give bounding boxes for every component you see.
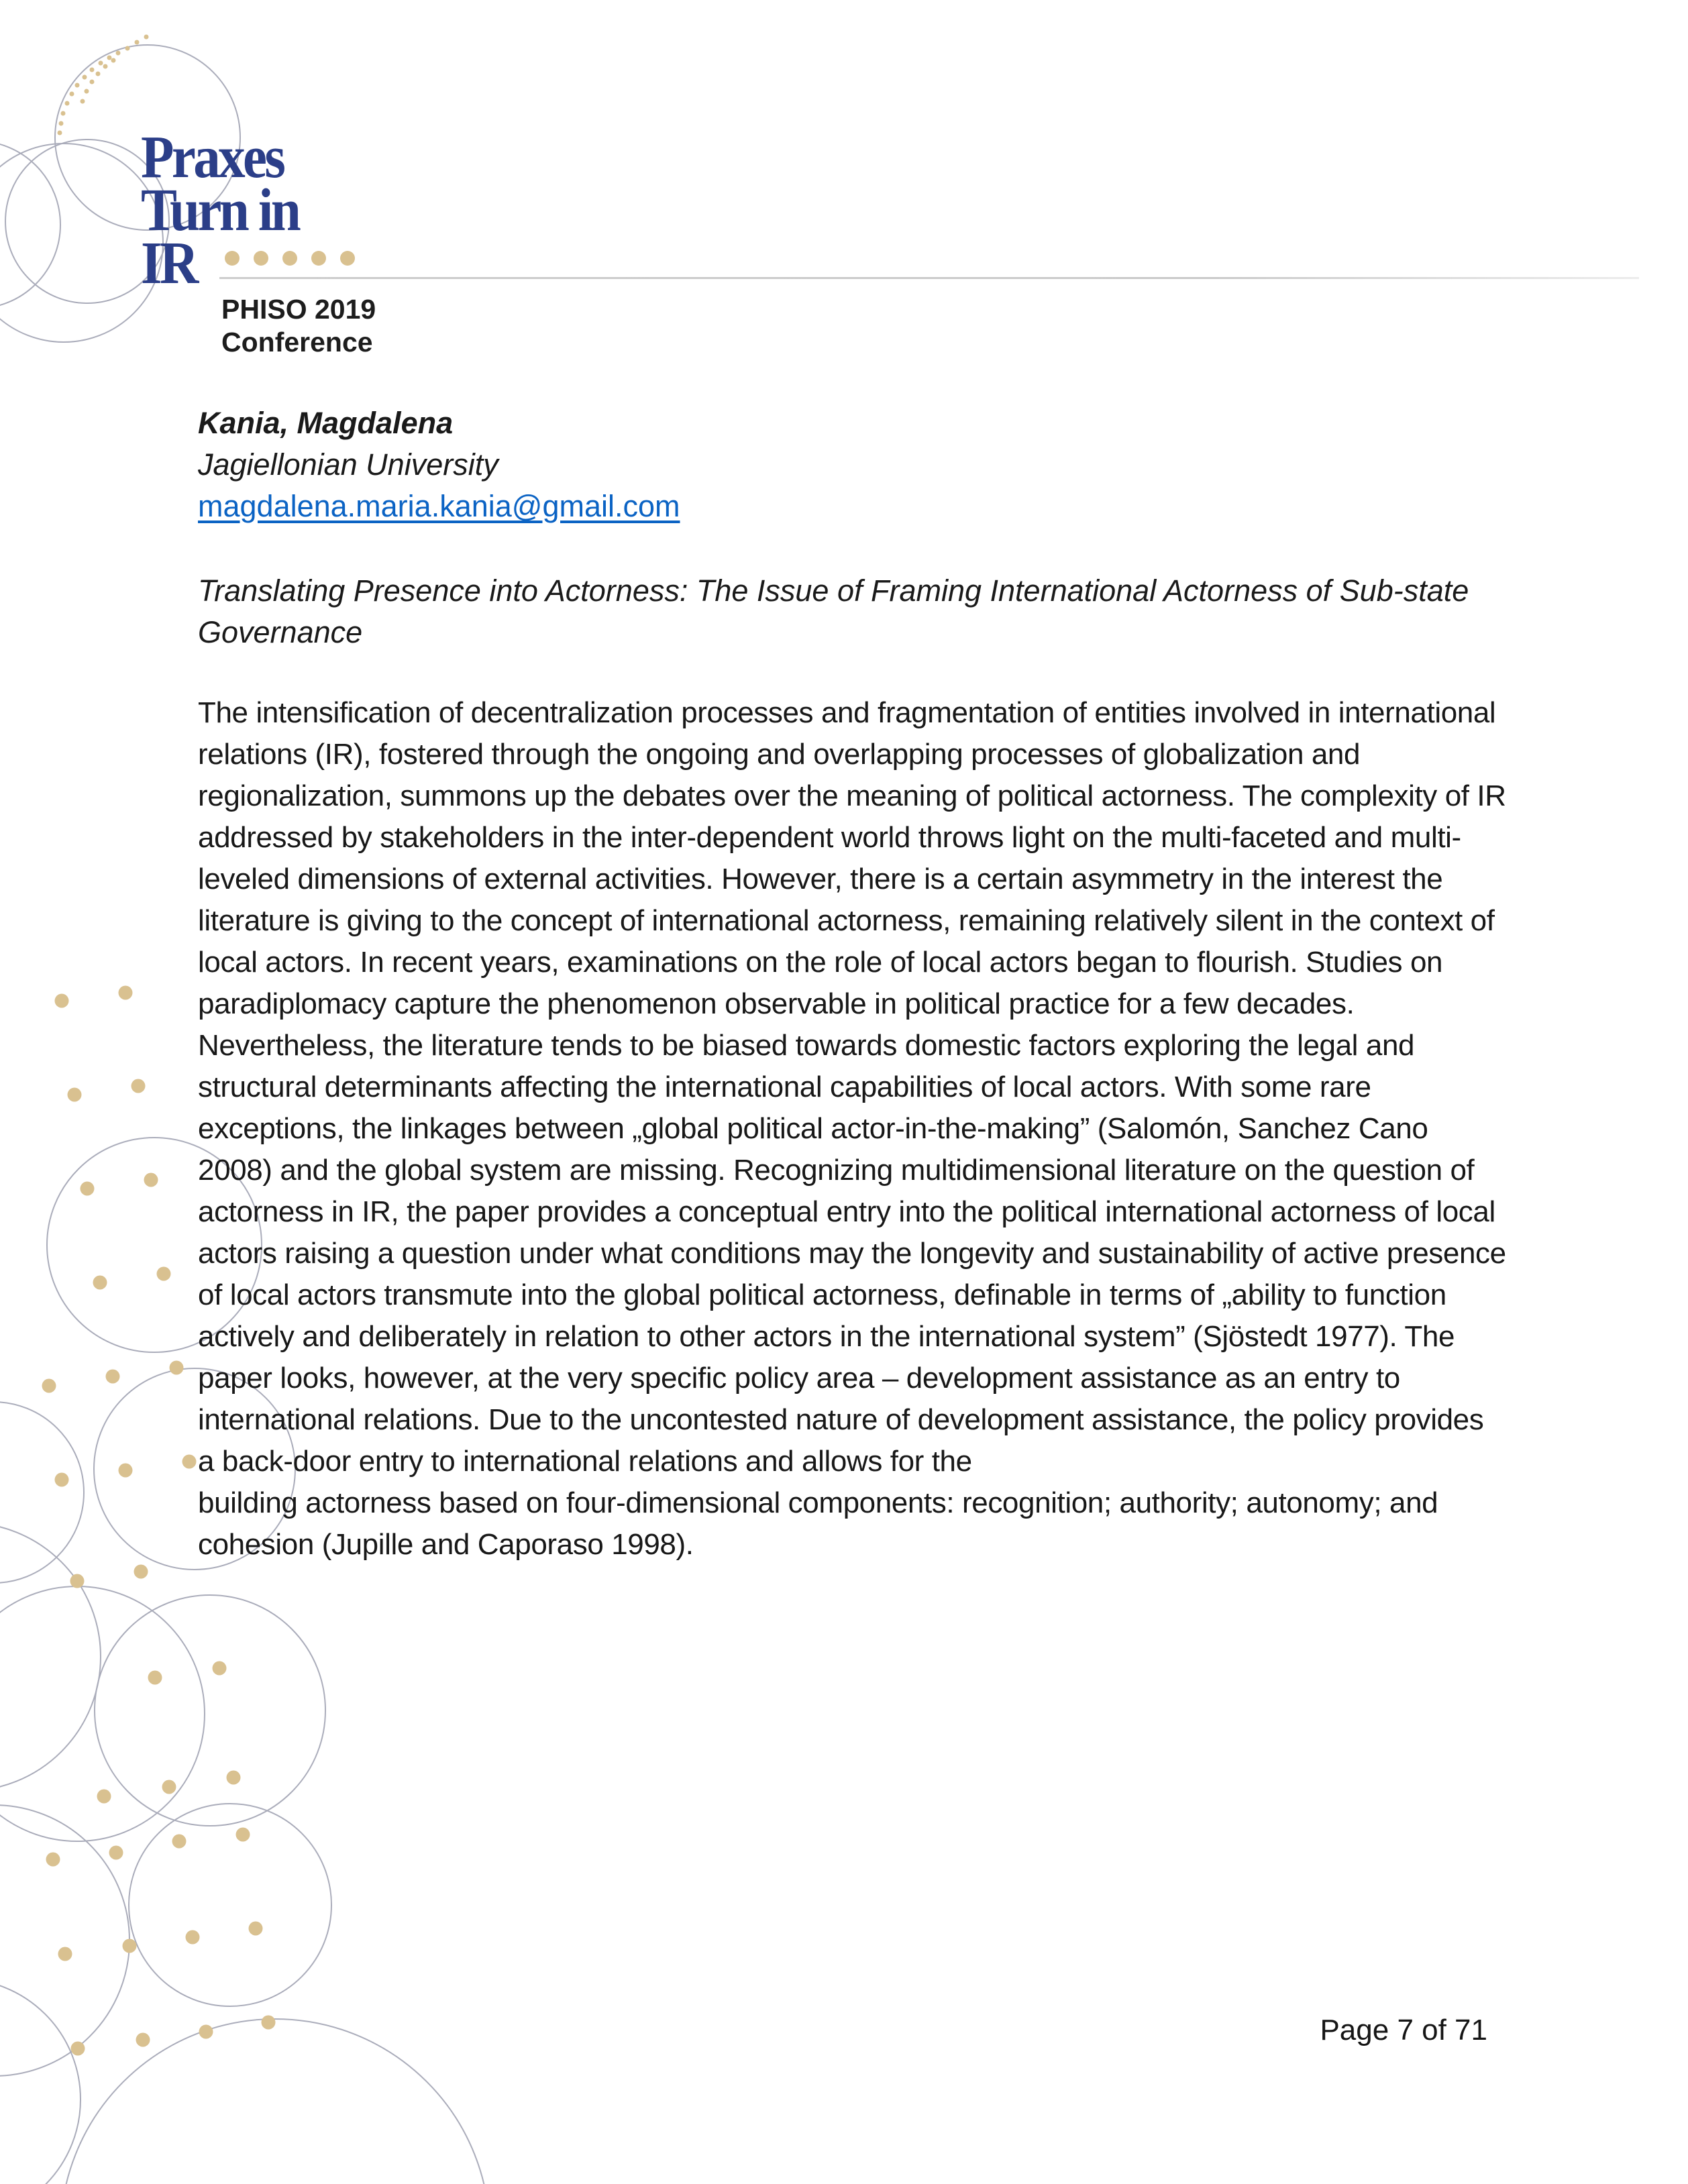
page-number: Page 7 of 71 xyxy=(1320,2014,1487,2046)
abstract-title xyxy=(198,570,1526,653)
logo-dot-icon xyxy=(225,251,240,266)
abstract-title-line1: Translating Presence into Actorness: The Issue of Framing International Actorness of Sub-state xyxy=(198,574,1469,608)
abstract-body xyxy=(198,692,1506,1566)
logo-wordmark xyxy=(141,124,299,296)
conference-name-line2: Conference xyxy=(221,327,373,358)
logo-dot-icon xyxy=(340,251,355,266)
author-affiliation: Jagiellonian University xyxy=(198,447,498,482)
logo-dot-icon xyxy=(254,251,268,266)
header-rule xyxy=(219,277,1639,279)
logo-dot-icon xyxy=(282,251,297,266)
conference-name xyxy=(221,293,376,359)
logo-line-2: Turn in xyxy=(141,177,299,243)
logo-line-1: Praxes xyxy=(141,124,284,190)
author-email-link[interactable]: magdalena.maria.kania@gmail.com xyxy=(198,489,680,523)
abstract-paragraph-1: The intensification of decentralization processes and fragmentation of entities involved in international relations (IR), fostered through the ongoing and overlapping processes of globalization and regionalization, summons up the debates over the meaning of political actorness. The complexity of IR addressed by stakeholders in the inter-dependent world throws light on the multi-faceted and multi-leveled dimensions of external activities. However, there is a certain asymmetry in the interest the literature is giving to the concept of international actorness, remaining relatively silent in the context of local actors. In recent years, examinations on the role of local actors began to flourish. Studies on paradiplomacy capture the phenomenon observable in political practice for a few decades. Nevertheless, the literature tends to be biased towards domestic factors exploring the legal and structural determinants affecting the international capabilities of local actors. With some rare exceptions, the linkages between „global political actor-in-the-making” (Salomón, Sanchez Cano 2008) and the global system are missing. Recognizing multidimensional literature on the question of actorness in IR, the paper provides a conceptual entry into the political international actorness of local actors raising a question under what conditions may the longevity and sustainability of active presence of local actors transmute into the global political actorness, definable in terms of „ability to function actively and deliberately in relation to other actors in the international system” (Sjöstedt 1977). The paper looks, however, at the very specific policy area – development assistance as an entry to international relations. Due to the uncontested nature of development assistance, the policy provides a back-door entry to international relations and allows for the xyxy=(198,696,1506,1478)
author-name: Kania, Magdalena xyxy=(198,406,454,440)
author-block xyxy=(198,402,680,527)
logo-line-3: IR xyxy=(141,230,197,296)
conference-name-line1: PHISO 2019 xyxy=(221,294,376,325)
logo-dot-icon xyxy=(311,251,326,266)
abstract-paragraph-2: building actorness based on four-dimensional components: recognition; authority; autonomy; and cohesion (Jupille and Caporaso 1998). xyxy=(198,1486,1438,1561)
logo-dots-row xyxy=(225,251,355,266)
abstract-title-line2: Governance xyxy=(198,615,363,649)
